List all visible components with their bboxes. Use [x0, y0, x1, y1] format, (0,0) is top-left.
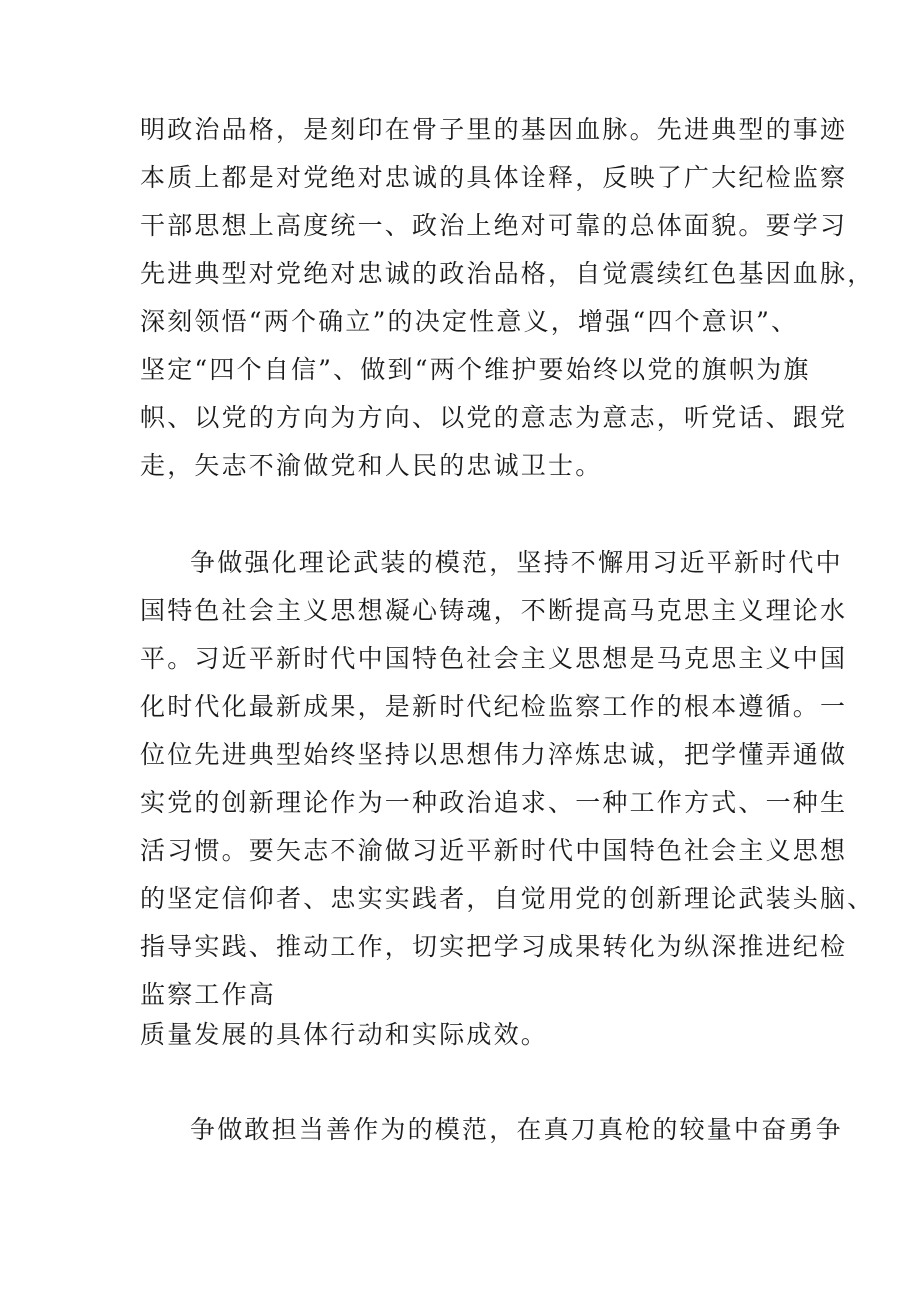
- paragraph-1-line-8: 走，矢志不渝做党和人民的忠诚卫士。: [140, 451, 603, 480]
- paragraph-2-line-9: 指导实践、推动工作，切实把学习成果转化为纵深推进纪检: [140, 932, 848, 961]
- paragraph-2-line-8: 的坚定信仰者、忠实实践者，自觉用党的创新理论武装头脑、: [140, 884, 875, 913]
- paragraph-2-line-1: 争做强化理论武装的模范，坚持不懈用习近平新时代中: [190, 548, 843, 577]
- paragraph-3-line-1: 争做敢担当善作为的模范，在真刀真枪的较量中奋勇争: [190, 1115, 843, 1144]
- paragraph-1-line-2: 本质上都是对党绝对忠诚的具体诠释，反映了广大纪检监察: [140, 163, 848, 192]
- paragraph-2-line-6: 实党的创新理论作为一种政治追求、一种工作方式、一种生: [140, 788, 848, 817]
- paragraph-2-line-11: 质量发展的具体行动和实际成效。: [140, 1020, 549, 1049]
- paragraph-2-line-7: 活习惯。要矢志不渝做习近平新时代中国特色社会主义思想: [140, 836, 848, 865]
- paragraph-2-line-10: 监察工作高: [140, 980, 277, 1009]
- paragraph-1-line-7: 帜、以党的方向为方向、以党的意志为意志，听党话、跟党: [140, 403, 848, 432]
- paragraph-1-line-4: 先进典型对党绝对忠诚的政治品格，自觉震续红色基因血脉，: [140, 259, 875, 288]
- paragraph-1-line-5: 深刻领悟“两个确立”的决定性意义，增强“四个意识”、: [140, 307, 799, 336]
- paragraph-2-line-2: 国特色社会主义思想凝心铸魂，不断提高马克思主义理论水: [140, 596, 848, 625]
- paragraph-1-line-1: 明政治品格，是刻印在骨子里的基因血脉。先进典型的事迹: [140, 115, 848, 144]
- paragraph-2-line-3: 平。习近平新时代中国特色社会主义思想是马克思主义中国: [140, 644, 848, 673]
- paragraph-2-line-4: 化时代化最新成果，是新时代纪检监察工作的根本遵循。一: [140, 692, 848, 721]
- paragraph-2-line-5: 位位先进典型始终坚持以思想伟力淬炼忠诚，把学懂弄通做: [140, 740, 848, 769]
- paragraph-1-line-3: 干部思想上高度统一、政治上绝对可靠的总体面貌。要学习: [140, 211, 848, 240]
- paragraph-1-line-6: 坚定“四个自信”、做到“两个维护要始终以党的旗帜为旗: [140, 355, 811, 384]
